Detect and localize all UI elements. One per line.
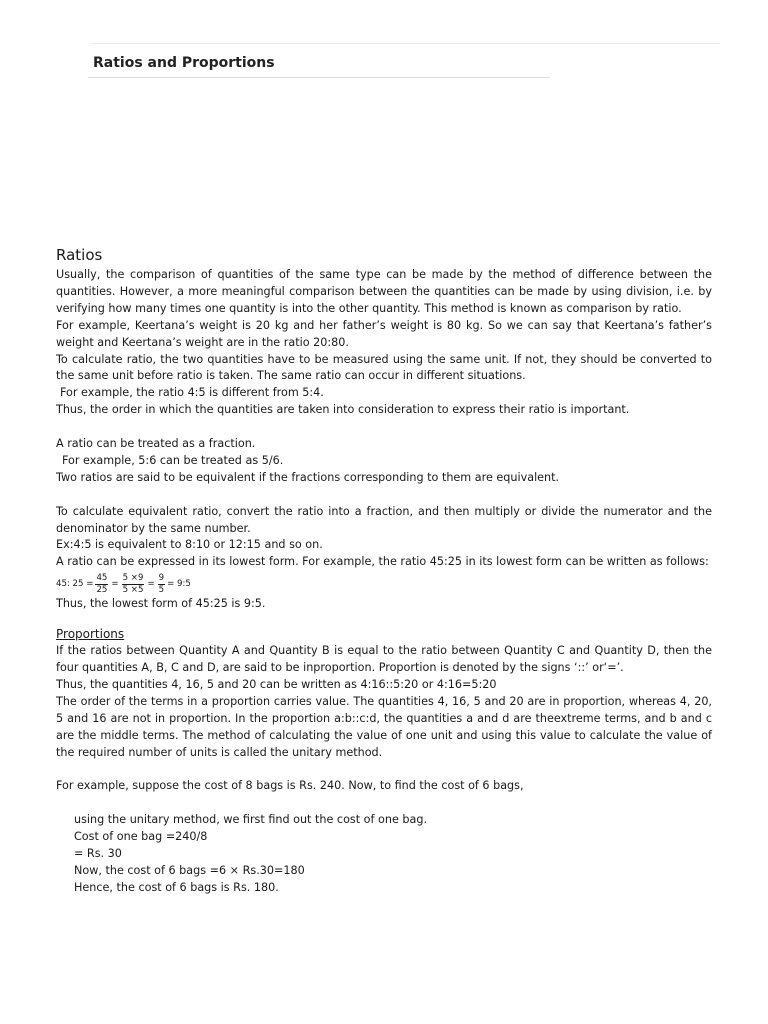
unitary-step: Cost of one bag =240/8 [74, 830, 208, 844]
equals-sign: = [111, 579, 119, 590]
proportions-paragraph: Thus, the quantities 4, 16, 5 and 20 can be written as 4:16::5:20 or 4:16=5:20 [56, 678, 497, 691]
ratios-paragraph: For example, 5:6 can be treated as 5/6. [62, 453, 284, 467]
fraction-denominator: 5 ×5 [122, 584, 144, 595]
fraction [158, 573, 165, 596]
fraction-denominator: 25 [96, 584, 108, 595]
proportions-paragraph: For example, suppose the cost of 8 bags is Rs. 240. Now, to find the cost of 6 bags, [56, 779, 524, 793]
equation-rhs: = 9:5 [167, 579, 191, 590]
proportions-paragraph: The order of the terms in a proportion carries value. The quantities 4, 16, 5 and 20 are in proportion, whereas 4, 20, 5 and 16 are not in proportion. In the proportion a:b::c:d, the quantities a and d are theextreme terms, and b and c are the middle terms. The method of calculating the value of one unit and using this value to calculate the value of the required number of units is called the unitary method. [56, 694, 712, 759]
equals-sign: = [147, 579, 155, 590]
ratios-paragraph: A ratio can be treated as a fraction. [56, 437, 256, 451]
fraction-denominator: 5 [158, 584, 165, 595]
spacer [56, 613, 712, 625]
spacer [56, 762, 712, 779]
spacer [56, 487, 712, 504]
unitary-step: Hence, the cost of 6 bags is Rs. 180. [74, 880, 279, 894]
spacer [56, 795, 712, 812]
ratios-paragraph: Two ratios are said to be equivalent if the fractions corresponding to them are equivalent. [56, 470, 560, 484]
ratios-heading: Ratios [56, 246, 103, 264]
fraction [122, 573, 145, 596]
ratios-paragraph: A ratio can be expressed in its lowest form. For example, the ratio 45:25 in its lowest form can be written as follows: [56, 555, 709, 569]
fraction-numerator: 9 [158, 572, 165, 583]
fraction-numerator: 45 [96, 572, 108, 583]
ratios-paragraph: Ex:4:5 is equivalent to 8:10 or 12:15 and so on. [56, 538, 323, 552]
ratios-paragraph: To calculate ratio, the two quantities have to be measured using the same unit. If not, they should be converted to the same unit before ratio is taken. The same ratio can occur in different situations. [56, 352, 712, 383]
ratios-paragraph: Thus, the order in which the quantities are taken into consideration to express their ratio is important. [56, 403, 630, 417]
fraction [95, 573, 108, 596]
ratios-paragraph: Usually, the comparison of quantities of the same type can be made by the method of difference between the quantities. However, a more meaningful comparison between the quantities can be made by using division, i.e. by verifying how many times one quantity is into the other quantity. This method is known as comparison by ratio. [56, 268, 712, 315]
unitary-method-steps [74, 812, 712, 897]
equation-lhs: 45: 25 = [56, 579, 94, 590]
unitary-step: Now, the cost of 6 bags =6 × Rs.30=180 [74, 863, 305, 877]
ratios-paragraph: Thus, the lowest form of 45:25 is 9:5. [56, 597, 266, 611]
unitary-step: using the unitary method, we first find out the cost of one bag. [74, 813, 428, 827]
proportions-paragraph: If the ratios between Quantity A and Quantity B is equal to the ratio between Quantity C and Quantity D, then the four quantities A, B, C and D, are said to be inproportion. Proportion is denoted by the signs ‘::’ or‘=’. [56, 644, 712, 675]
page-title: Ratios and Proportions [93, 55, 275, 71]
fraction-numerator: 5 ×9 [122, 572, 144, 583]
top-divider [90, 43, 720, 44]
proportions-heading: Proportions [56, 627, 125, 642]
spacer [56, 419, 712, 436]
lowest-form-equation [56, 572, 712, 596]
ratios-paragraph: For example, Keertana’s weight is 20 kg and her father’s weight is 80 kg. So we can say that Keertana’s father’s weight and Keertana’s weight are in the ratio 20:80. [56, 318, 712, 349]
ratios-paragraph: For example, the ratio 4:5 is different from 5:4. [60, 386, 324, 400]
ratios-paragraph: To calculate equivalent ratio, convert the ratio into a fraction, and then multiply or divide the numerator and the denominator by the same number. [56, 504, 712, 535]
document-body [56, 245, 712, 897]
title-underline [88, 77, 550, 78]
unitary-step: = Rs. 30 [74, 847, 122, 861]
